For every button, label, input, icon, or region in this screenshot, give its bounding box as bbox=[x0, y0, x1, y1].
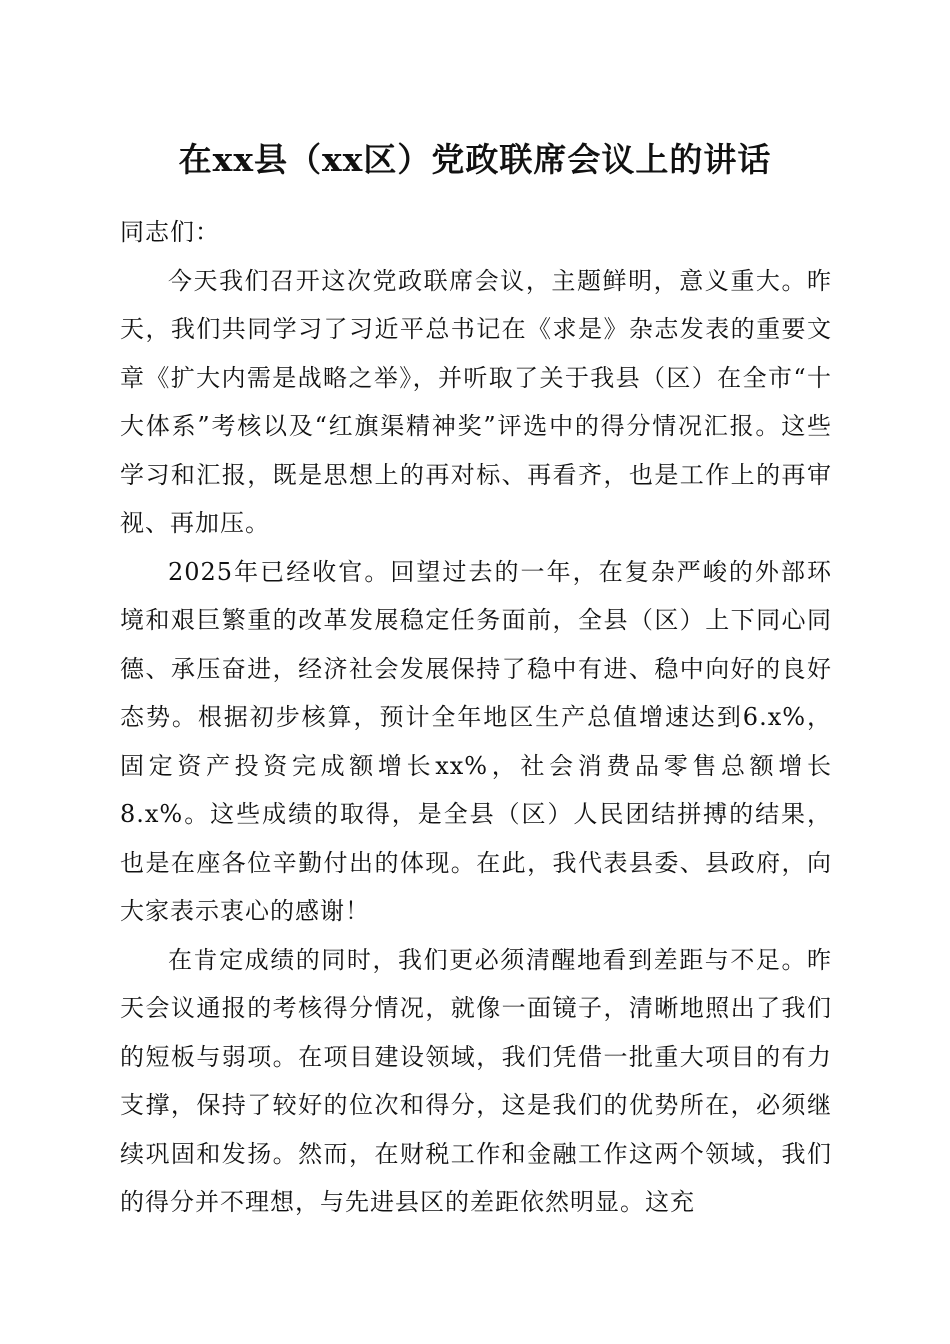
paragraph-shortcomings: 在肯定成绩的同时，我们更必须清醒地看到差距与不足。昨天会议通报的考核得分情况，就像一面镜子，清晰地照出了我们的短板与弱项。在项目建设领域，我们凭借一批重大项目的有力支撑，保持了较好的位次和得分，这是我们的优势所在，必须继续巩固和发扬。然而，在财税工作和金融工作这两个领域，我们的得分并不理想，与先进县区的差距依然明显。这充 bbox=[120, 945, 832, 1216]
document-title: 在xx县（xx区）党政联席会议上的讲话 bbox=[178, 140, 772, 179]
document-body bbox=[120, 208, 832, 1227]
paragraph-achievements: 2025年已经收官。回望过去的一年，在复杂严峻的外部环境和艰巨繁重的改革发展稳定任务面前，全县（区）上下同心同德、承压奋进，经济社会发展保持了稳中有进、稳中向好的良好态势。根据初步核算，预计全年地区生产总值增速达到6.x%，固定资产投资完成额增长xx%，社会消费品零售总额增长8.x%。这些成绩的取得，是全县（区）人民团结拼搏的结果，也是在座各位辛勤付出的体现。在此，我代表县委、县政府，向大家表示衷心的感谢！ bbox=[120, 557, 832, 925]
salutation: 同志们： bbox=[120, 218, 220, 246]
paragraph-opening: 今天我们召开这次党政联席会议，主题鲜明，意义重大。昨天，我们共同学习了习近平总书记在《求是》杂志发表的重要文章《扩大内需是战略之举》，并听取了关于我县（区）在全市“十大体系”考核以及“红旗渠精神奖”评选中的得分情况汇报。这些学习和汇报，既是思想上的再对标、再看齐，也是工作上的再审视、再加压。 bbox=[120, 266, 832, 537]
